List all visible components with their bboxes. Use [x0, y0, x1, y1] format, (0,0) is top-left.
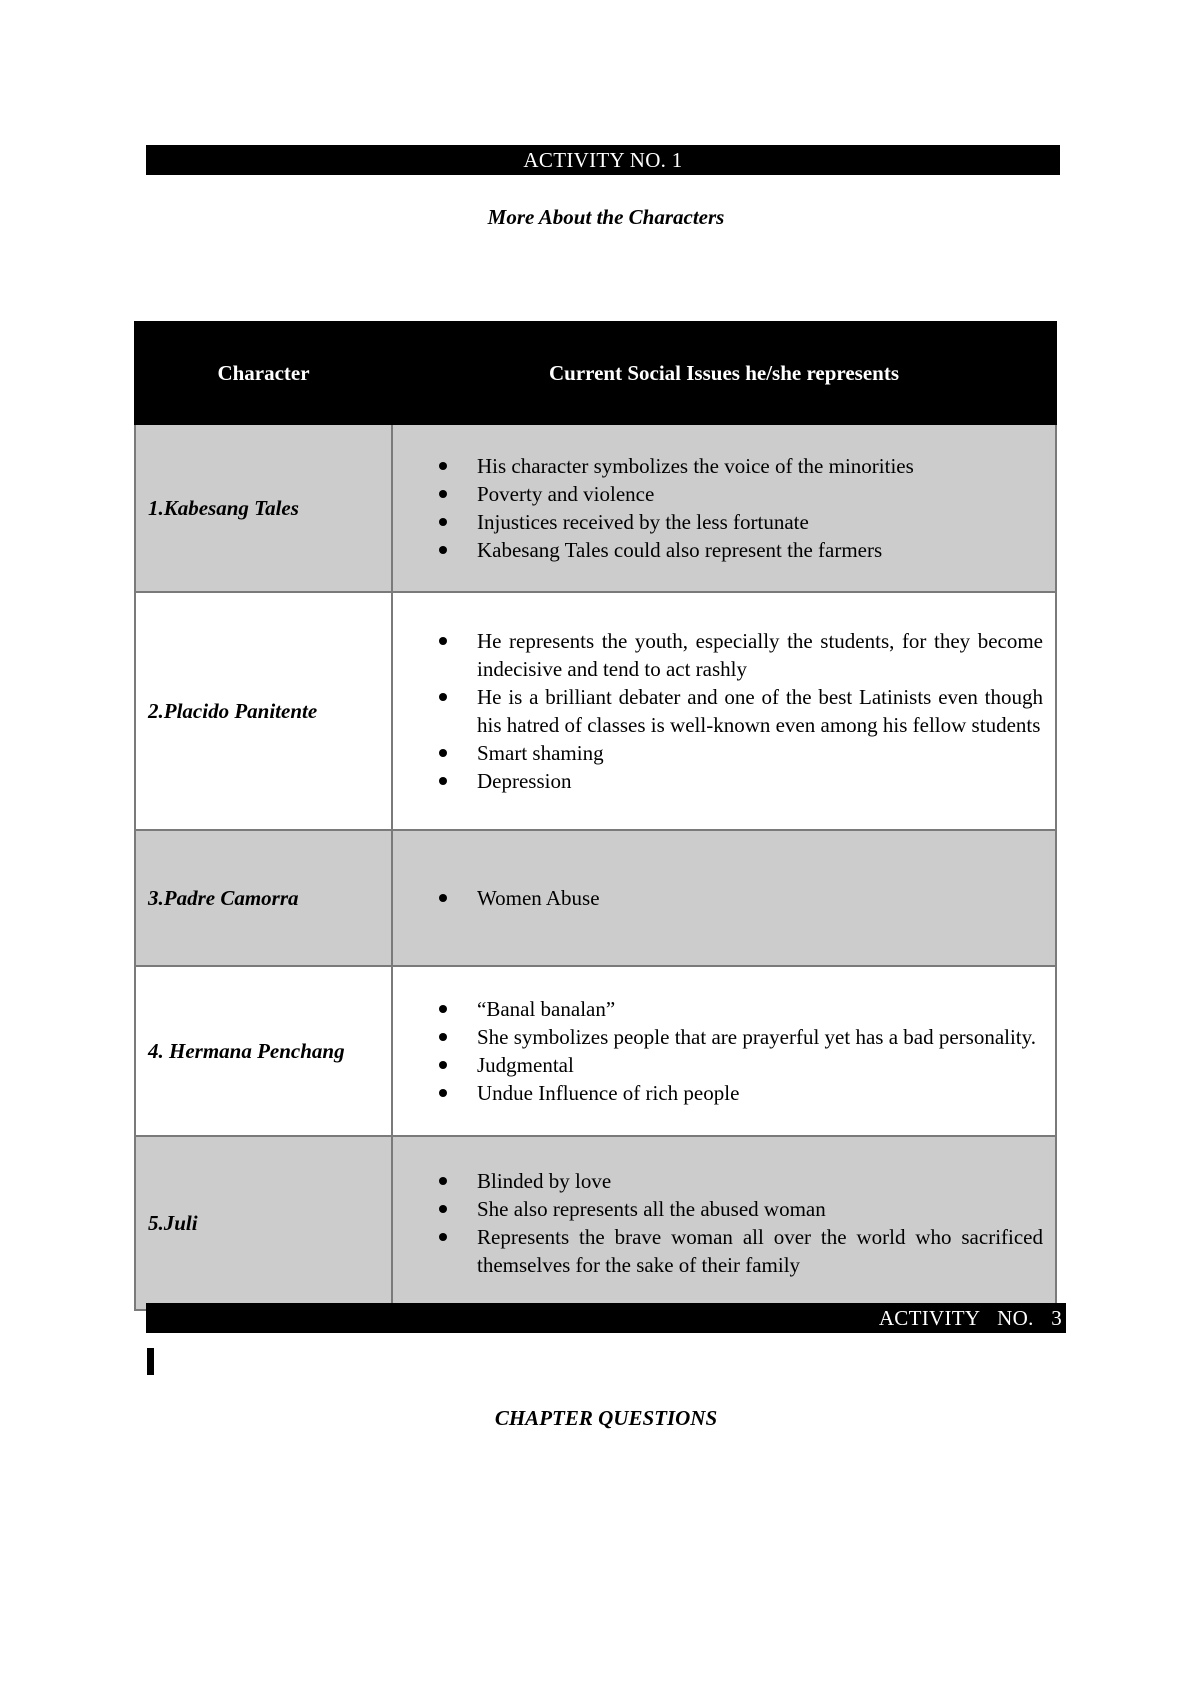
activity-3-label: ACTIVITY NO. 3 [878, 1306, 1062, 1330]
issue-item: “Banal banalan” [393, 995, 1043, 1023]
issues-list [393, 995, 1055, 1107]
characters-table [134, 321, 1057, 1311]
table-row [135, 592, 1056, 830]
issue-item: Judgmental [393, 1051, 1043, 1079]
character-name: 4. Hermana Penchang [135, 966, 392, 1136]
text-cursor-mark [147, 1348, 154, 1375]
issue-item: Depression [393, 767, 1043, 795]
issue-item: Poverty and violence [393, 480, 1043, 508]
issues-list [393, 884, 1055, 912]
issue-item: Injustices received by the less fortunate [393, 508, 1043, 536]
table-row [135, 830, 1056, 966]
activity-1-banner [146, 145, 1060, 175]
issue-item: He represents the youth, especially the students, for they become indecisive and tend to act rashly [393, 627, 1043, 683]
issues-cell [392, 830, 1056, 966]
header-social-issues: Current Social Issues he/she represents [392, 322, 1056, 424]
issue-item: She symbolizes people that are prayerful yet has a bad personality. [393, 1023, 1043, 1051]
activity-3-subtitle: CHAPTER QUESTIONS [494, 1406, 718, 1430]
issues-cell [392, 966, 1056, 1136]
issue-item: Represents the brave woman all over the world who sacrificed themselves for the sake of their family [393, 1223, 1043, 1279]
activity-1-label: ACTIVITY NO. 1 [523, 148, 683, 172]
issues-cell [392, 1136, 1056, 1310]
character-name: 2.Placido Panitente [135, 592, 392, 830]
table-row [135, 424, 1056, 592]
issue-item: His character symbolizes the voice of the minorities [393, 452, 1043, 480]
issues-cell [392, 424, 1056, 592]
activity-1-subtitle: More About the Characters [487, 205, 725, 229]
table-header-row [135, 322, 1056, 424]
issues-list [393, 452, 1055, 564]
character-name: 3.Padre Camorra [135, 830, 392, 966]
issue-item: Women Abuse [393, 884, 1043, 912]
issue-item: Undue Influence of rich people [393, 1079, 1043, 1107]
character-name: 1.Kabesang Tales [135, 424, 392, 592]
issue-item: Smart shaming [393, 739, 1043, 767]
issue-item: He is a brilliant debater and one of the best Latinists even though his hatred of classes is well-known even among his fellow students [393, 683, 1043, 739]
issue-item: Blinded by love [393, 1167, 1043, 1195]
table-row [135, 1136, 1056, 1310]
issue-item: Kabesang Tales could also represent the farmers [393, 536, 1043, 564]
issues-list [393, 627, 1055, 795]
activity-3-banner [146, 1303, 1066, 1333]
header-character: Character [135, 322, 392, 424]
issues-cell [392, 592, 1056, 830]
table-row [135, 966, 1056, 1136]
issues-list [393, 1167, 1055, 1279]
character-name: 5.Juli [135, 1136, 392, 1310]
issue-item: She also represents all the abused woman [393, 1195, 1043, 1223]
